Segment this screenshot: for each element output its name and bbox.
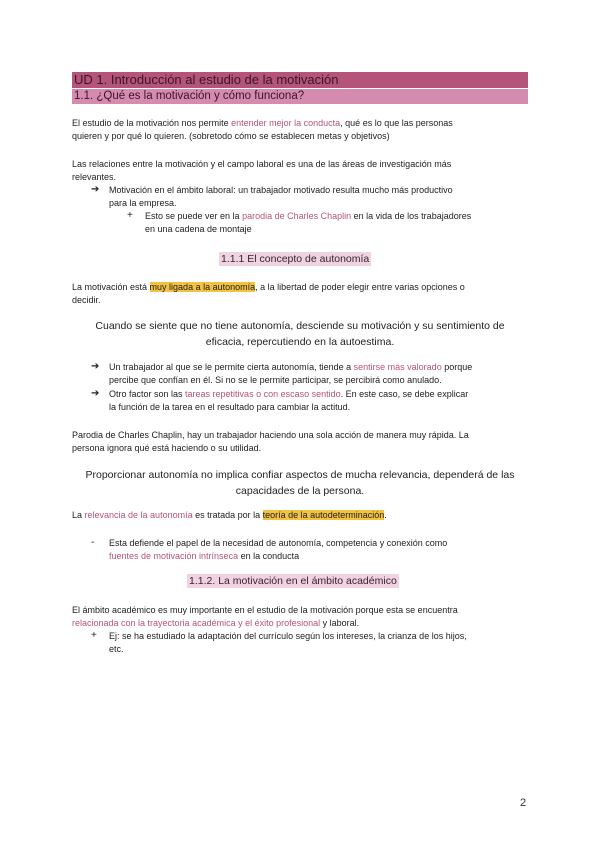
highlighted-term: relevancia de la autonomía xyxy=(84,510,193,520)
bullet-text: Esto se puede ver en la parodia de Charles Chaplin en la vida de los trabajadores xyxy=(145,211,472,221)
arrow-bullet-icon: ➔ xyxy=(91,361,100,372)
bullet-text: Motivación en el ámbito laboral: un trabajador motivado resulta mucho más productivo xyxy=(109,185,453,195)
highlighted-term: parodia de Charles Chaplin xyxy=(242,211,352,221)
bullet-text: en una cadena de montaje xyxy=(145,224,252,234)
paragraph-line: relevantes. xyxy=(72,172,117,182)
bullet-text: Un trabajador al que se le permite cierta autonomía, tiende a sentirse más valorado porque xyxy=(109,362,473,372)
bullet-text: Otro factor son las tareas repetitivas o con escaso sentido. En este caso, se debe explicar xyxy=(109,389,469,399)
bullet-text: la función de la tarea en el resultado para cambiar la actitud. xyxy=(109,402,351,412)
highlighted-term: entender mejor la conducta xyxy=(231,118,341,128)
highlighted-term: tareas repetitivas o con escaso sentido xyxy=(185,389,341,399)
section-heading: 1.1. ¿Qué es la motivación y cómo funciona? xyxy=(72,89,528,104)
paragraph-line: Parodia de Charles Chaplin, hay un trabajador haciendo una sola acción de manera muy rápida. La xyxy=(72,430,469,440)
bullet-text: percibe que confían en él. Si no se le permite participar, se percibirá como anulado. xyxy=(109,375,442,385)
plus-bullet-icon: + xyxy=(127,210,133,221)
bullet-text: fuentes de motivación intrínseca en la conducta xyxy=(109,551,300,561)
paragraph-line: decidir. xyxy=(72,295,101,305)
bullet-text: Esta defiende el papel de la necesidad de autonomía, competencia y conexión como xyxy=(109,538,448,548)
subsection-heading: 1.1.1 El concepto de autonomía xyxy=(221,253,370,265)
bullet-text: etc. xyxy=(109,644,124,654)
paragraph-line: quieren y por qué lo quieren. (sobretodo cómo se establecen metas y objetivos) xyxy=(72,131,390,141)
page-number: 2 xyxy=(520,797,527,809)
highlighted-term: relacionada con la trayectoria académica y el éxito profesional xyxy=(72,618,321,628)
plus-bullet-icon: + xyxy=(91,630,97,641)
highlighted-term: sentirse más valorado xyxy=(353,362,442,372)
quote-line: Proporcionar autonomía no implica confiar aspectos de mucha relevancia, dependerá de las xyxy=(85,469,515,481)
bullet-text: para la empresa. xyxy=(109,198,177,208)
quote-line: capacidades de la persona. xyxy=(235,485,365,497)
chapter-heading: UD 1. Introducción al estudio de la motivación xyxy=(72,72,528,88)
paragraph-line: persona ignora qué está haciendo o su utilidad. xyxy=(72,443,262,453)
highlighted-term: fuentes de motivación intrínseca xyxy=(109,551,239,561)
bullet-text: Ej: se ha estudiado la adaptación del currículo según los intereses, la crianza de los hijos, xyxy=(109,631,467,641)
subsection-heading: 1.1.2. La motivación en el ámbito académico xyxy=(189,575,397,587)
paragraph-line: La relevancia de la autonomía es tratada por la teoría de la autodeterminación. xyxy=(72,510,387,520)
dash-bullet-icon: - xyxy=(91,537,95,548)
arrow-bullet-icon: ➔ xyxy=(91,184,100,195)
paragraph-line: El estudio de la motivación nos permite entender mejor la conducta, qué es lo que las personas xyxy=(72,118,453,128)
arrow-bullet-icon: ➔ xyxy=(91,388,100,399)
paragraph-line: relacionada con la trayectoria académica y el éxito profesional y laboral. xyxy=(72,618,360,628)
highlighted-term: teoría de la autodeterminación xyxy=(262,510,385,520)
quote-line: eficacia, repercutiendo en la autoestima. xyxy=(205,336,395,348)
paragraph-line: La motivación está muy ligada a la autonomía, a la libertad de poder elegir entre varias opciones o xyxy=(72,282,465,292)
paragraph-line: Las relaciones entre la motivación y el campo laboral es una de las áreas de investigación más xyxy=(72,159,452,169)
paragraph-line: El ámbito académico es muy importante en el estudio de la motivación porque esta se encuentra xyxy=(72,605,458,615)
quote-line: Cuando se siente que no tiene autonomía, desciende su motivación y su sentimiento de xyxy=(95,320,505,332)
highlighted-term: muy ligada a la autonomía xyxy=(149,282,256,292)
